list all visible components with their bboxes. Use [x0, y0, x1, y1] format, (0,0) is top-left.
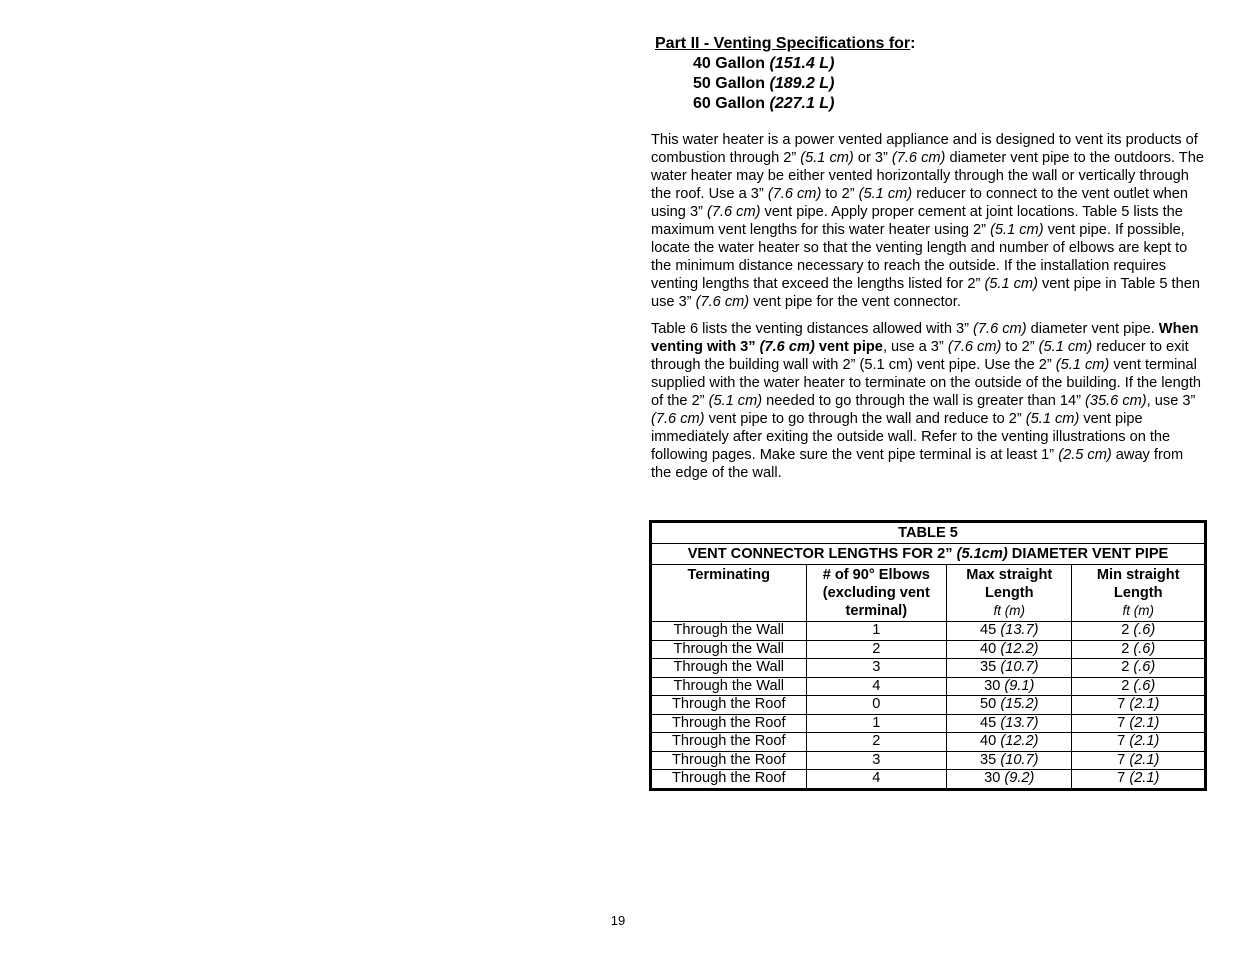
cell-min-length-value: 7 [1117, 714, 1126, 731]
cell-max-length-value: 40 [980, 640, 997, 657]
cell-elbows [806, 640, 947, 659]
text-run: or 3” [853, 150, 892, 166]
cell-max-length [947, 733, 1072, 752]
cell-max-length-value: 50 [980, 696, 997, 712]
capacity-gallons: 60 Gallon [693, 95, 766, 112]
text-run: vent pipe for the vent connector. [749, 294, 961, 310]
cell-terminating [651, 659, 807, 678]
capacity-liters: (151.4 L) [769, 55, 835, 72]
text-run: to 2” [1001, 339, 1039, 355]
cell-min-length [1072, 640, 1206, 659]
text-run: vent pipe immediately after exiting the outside wall. Refer to the venting illustrations on the following pages. Make sure the vent pipe terminal is at least 1” [651, 411, 1171, 463]
text-run: (7.6 cm) [651, 411, 705, 427]
cell-elbows [806, 622, 947, 641]
cell-min-length-value: 2 [1121, 659, 1130, 675]
cell-min-length-value: 7 [1117, 696, 1126, 712]
cell-terminating-value: Through the Roof [671, 770, 786, 786]
cell-min-length-value: (2.1) [1129, 751, 1160, 768]
page-number-wrap [0, 913, 1235, 928]
text-run: (7.6 cm) [947, 339, 1002, 355]
capacity-line [651, 94, 1206, 114]
cell-min-length [1072, 659, 1206, 678]
table-row [651, 696, 1206, 715]
capacity-gallons: 40 Gallon [693, 55, 766, 72]
cell-min-length-value: (2.1) [1129, 770, 1160, 786]
cell-elbows [806, 659, 947, 678]
text-run: vent pipe in Table 5 then use 3” [651, 276, 1200, 310]
text-run: (5.1 cm) [708, 393, 763, 409]
cell-terminating [651, 751, 807, 770]
capacity-line [651, 74, 1206, 94]
cell-elbows-value: 0 [872, 696, 881, 712]
text-run: (5.1 cm) [858, 186, 913, 202]
table-subtitle: VENT CONNECTOR LENGTHS FOR 2” (5.1cm) DIAMETER VENT PIPE [651, 544, 1206, 565]
text-run: vent pipe [814, 339, 883, 355]
cell-terminating [651, 677, 807, 696]
cell-max-length [947, 677, 1072, 696]
text-run: diameter vent pipe. [1026, 321, 1159, 337]
text-run: to 2” [821, 186, 859, 202]
table-row [651, 714, 1206, 733]
table-row [651, 751, 1206, 770]
cell-max-length-value: 45 [980, 714, 997, 731]
cell-max-length-value: 45 [980, 622, 997, 638]
cell-elbows [806, 677, 947, 696]
table-row [651, 733, 1206, 752]
col-header-terminating: Terminating [651, 565, 807, 622]
table6-paragraph [651, 320, 1206, 482]
table-row [651, 622, 1206, 641]
text-run: When venting with 3” [651, 321, 1199, 355]
cell-max-length-value: (13.7) [1000, 714, 1039, 731]
text-run: (7.6 cm) [706, 204, 761, 220]
cell-elbows-value: 1 [872, 622, 881, 638]
cell-elbows [806, 770, 947, 790]
capacity-liters: (227.1 L) [769, 95, 835, 112]
cell-min-length-value: 2 [1121, 677, 1130, 694]
cell-min-length [1072, 696, 1206, 715]
table-row [651, 659, 1206, 678]
cell-min-length-value: (2.1) [1129, 714, 1160, 731]
cell-min-length-value: 7 [1117, 733, 1126, 749]
cell-min-length-value: (.6) [1133, 659, 1156, 675]
text-run: vent terminal supplied with the water heater to terminate on the outside of the building. If the length of the 2” [651, 357, 1202, 409]
text-run: (5.1 cm) [1038, 339, 1093, 355]
text-run: (5.1 cm) [1025, 411, 1080, 427]
text-run: vent pipe. If possible, locate the water heater so that the venting length and number of elbows are kept to the minimum distance necessary to reach the outside. If the installation requires venting lengths that exceed the lengths listed for 2” [651, 222, 1188, 292]
vent-length-table [649, 520, 1207, 791]
cell-terminating-value: Through the Wall [673, 659, 785, 675]
cell-max-length-value: (15.2) [1000, 696, 1039, 712]
text-run: This water heater is a power vented appliance and is designed to vent its products of combustion through 2” [651, 132, 1198, 166]
cell-min-length [1072, 733, 1206, 752]
capacity-liters: (189.2 L) [769, 75, 835, 92]
cell-max-length-value: 30 [984, 770, 1001, 786]
cell-elbows [806, 696, 947, 715]
cell-min-length-value: (.6) [1133, 677, 1156, 694]
text-run: diameter vent pipe to the outdoors. The water heater may be either vented horizontally through the wall or vertically through the roof. Use a 3” [651, 150, 1204, 202]
cell-min-length [1072, 677, 1206, 696]
table-caption: TABLE 5 [651, 522, 1206, 544]
text-run: (7.6 cm) [891, 150, 946, 166]
cell-max-length-value: 35 [980, 751, 997, 768]
cell-elbows-value: 2 [872, 640, 881, 657]
cell-elbows [806, 751, 947, 770]
cell-min-length-value: 7 [1117, 751, 1126, 768]
cell-min-length-value: 2 [1121, 640, 1130, 657]
text-run: (2.5 cm) [1058, 447, 1112, 463]
text-run: away from the edge of the wall. [651, 447, 1184, 481]
cell-min-length [1072, 622, 1206, 641]
cell-max-length-value: 30 [984, 677, 1001, 694]
text-run: (7.6 cm) [695, 294, 750, 310]
col-header-max-length: Max straight Length ft (m) [947, 565, 1072, 622]
text-run: (5.1 cm) [800, 150, 854, 166]
cell-terminating [651, 714, 807, 733]
cell-elbows-value: 4 [872, 770, 881, 786]
cell-terminating-value: Through the Wall [673, 677, 785, 694]
capacity-line [651, 54, 1206, 74]
cell-max-length [947, 770, 1072, 790]
cell-max-length-value: (12.2) [1000, 640, 1039, 657]
cell-terminating-value: Through the Wall [673, 640, 785, 657]
page-number: 19 [610, 913, 626, 928]
cell-terminating [651, 733, 807, 752]
cell-elbows-value: 2 [872, 733, 881, 749]
col-header-elbows: # of 90° Elbows (excluding vent terminal) [806, 565, 947, 622]
cell-max-length [947, 640, 1072, 659]
cell-max-length [947, 751, 1072, 770]
cell-min-length-value: (.6) [1133, 622, 1156, 638]
cell-terminating-value: Through the Roof [671, 733, 786, 749]
cell-max-length-value: 40 [980, 733, 997, 749]
cell-max-length [947, 622, 1072, 641]
text-run: vent pipe. Apply proper cement at joint locations. Table 5 lists the maximum vent lengths for this water heater using 2” [651, 204, 1183, 238]
cell-elbows-value: 3 [872, 659, 881, 675]
section-title-colon: : [910, 35, 916, 52]
text-run: needed to go through the wall is greater than 14” [762, 393, 1086, 409]
table-row [651, 640, 1206, 659]
cell-terminating-value: Through the Wall [673, 622, 785, 638]
cell-terminating [651, 622, 807, 641]
cell-min-length [1072, 751, 1206, 770]
text-run: reducer to exit through the building wall with 2” (5.1 cm) vent pipe. Use the 2” [651, 339, 1189, 373]
cell-max-length [947, 714, 1072, 733]
cell-min-length-value: 7 [1117, 770, 1126, 786]
cell-terminating-value: Through the Roof [671, 751, 786, 768]
intro-paragraph [651, 131, 1206, 311]
table-row [651, 770, 1206, 790]
cell-max-length-value: (13.7) [1000, 622, 1039, 638]
cell-terminating-value: Through the Roof [671, 714, 786, 731]
cell-elbows [806, 733, 947, 752]
cell-terminating-value: Through the Roof [671, 696, 786, 712]
col-header-min-length: Min straight Length ft (m) [1072, 565, 1206, 622]
cell-elbows [806, 714, 947, 733]
capacity-list [651, 54, 1206, 114]
cell-max-length [947, 659, 1072, 678]
document-page [651, 34, 1206, 482]
cell-terminating [651, 770, 807, 790]
text-run: (7.6 cm) [759, 339, 815, 355]
cell-elbows-value: 1 [872, 714, 881, 731]
text-run: vent pipe to go through the wall and reduce to 2” [704, 411, 1026, 427]
cell-min-length-value: (.6) [1133, 640, 1156, 657]
cell-max-length-value: (9.2) [1004, 770, 1035, 786]
cell-terminating [651, 640, 807, 659]
cell-min-length-value: (2.1) [1129, 733, 1160, 749]
text-run: , use a 3” [882, 339, 948, 355]
cell-max-length-value: 35 [980, 659, 997, 675]
cell-max-length [947, 696, 1072, 715]
cell-max-length-value: (9.1) [1004, 677, 1035, 694]
text-run: (5.1 cm) [984, 276, 1038, 292]
cell-min-length [1072, 714, 1206, 733]
text-run: Table 6 lists the venting distances allowed with 3” [651, 321, 974, 337]
text-run: (7.6 cm) [767, 186, 822, 202]
text-run: (5.1 cm) [1055, 357, 1110, 373]
table-row [651, 677, 1206, 696]
cell-min-length-value: 2 [1121, 622, 1130, 638]
cell-max-length-value: (10.7) [1000, 659, 1039, 675]
section-title: Part II - Venting Specifications for [655, 35, 911, 52]
section-heading [651, 34, 1206, 114]
text-run: (5.1 cm) [990, 222, 1044, 238]
text-run: (35.6 cm) [1085, 393, 1147, 409]
cell-elbows-value: 3 [872, 751, 881, 768]
text-run: (7.6 cm) [973, 321, 1027, 337]
cell-min-length-value: (2.1) [1129, 696, 1160, 712]
cell-terminating [651, 696, 807, 715]
cell-min-length [1072, 770, 1206, 790]
cell-max-length-value: (10.7) [1000, 751, 1039, 768]
cell-max-length-value: (12.2) [1000, 733, 1039, 749]
capacity-gallons: 50 Gallon [693, 75, 766, 92]
table-body [651, 622, 1206, 790]
text-run: reducer to connect to the vent outlet when using 3” [651, 186, 1188, 220]
cell-elbows-value: 4 [872, 677, 881, 694]
text-run: , use 3” [1146, 393, 1196, 409]
